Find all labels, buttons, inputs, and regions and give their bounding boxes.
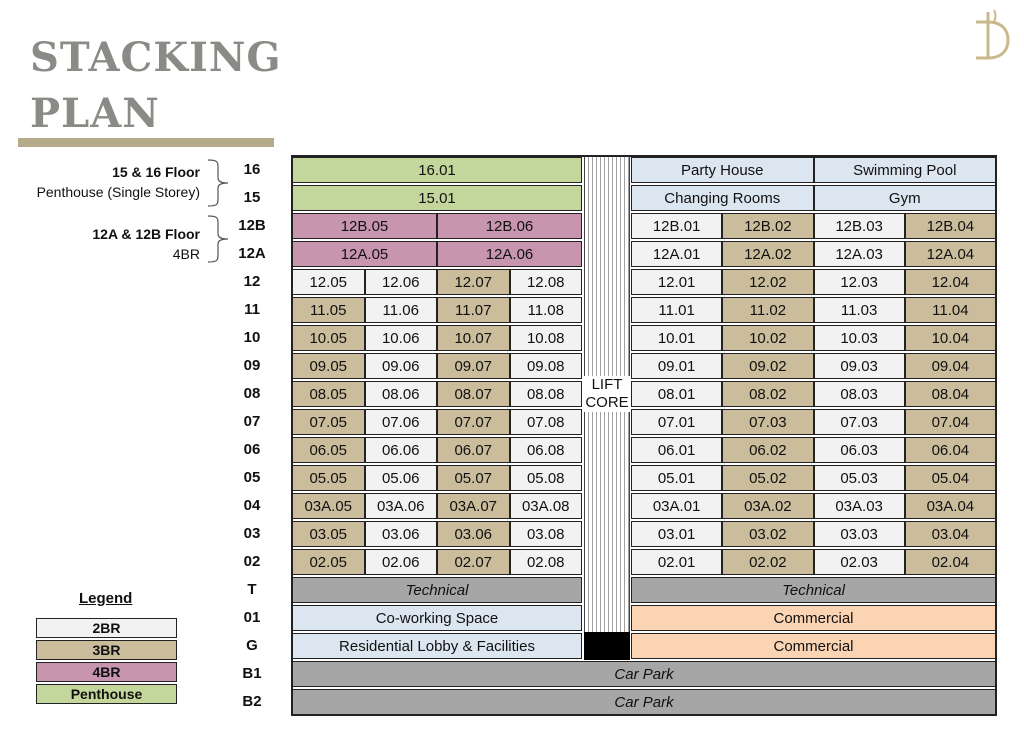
unit-11-02: 11.02 [722,297,813,323]
unit-12-04: 12.04 [905,269,996,295]
unit-12-07: 12.07 [437,269,510,295]
unit-08-08: 08.08 [510,381,583,407]
unit-12-02: 12.02 [722,269,813,295]
unit-03a-01: 03A.01 [631,493,722,519]
unit-12a-01: 12A.01 [631,241,722,267]
floor-label-09: 09 [243,357,261,374]
floor-label-04: 04 [243,497,261,514]
unit-09-07: 09.07 [437,353,510,379]
unit-02-07: 02.07 [437,549,510,575]
unit-12-06: 12.06 [365,269,438,295]
unit-07-04: 07.04 [905,409,996,435]
floor-label-t: T [247,581,257,598]
unit-05-01: 05.01 [631,465,722,491]
group-penthouse-label [10,162,200,202]
legend-item-2br: 2BR [36,618,177,638]
unit-06-08: 06.08 [510,437,583,463]
floor-label-12a: 12A [238,245,266,262]
unit-08-04: 08.04 [905,381,996,407]
unit-technical: Technical [292,577,582,603]
unit-11-06: 11.06 [365,297,438,323]
unit-12-01: 12.01 [631,269,722,295]
unit-03-01: 03.01 [631,521,722,547]
unit-11-05: 11.05 [292,297,365,323]
unit-10-01: 10.01 [631,325,722,351]
unit-03a-08: 03A.08 [510,493,583,519]
unit-03a-04: 03A.04 [905,493,996,519]
unit-07-03: 07.03 [722,409,813,435]
unit-03a-05: 03A.05 [292,493,365,519]
group-4br-brace [206,214,230,264]
floor-label-10: 10 [243,329,261,346]
group-4br-subtitle: 4BR [172,246,200,262]
group-4br-label [10,224,200,264]
floor-label-15: 15 [243,189,261,206]
unit-03-06: 03.06 [437,521,510,547]
floor-label-b2: B2 [242,693,262,710]
unit-12b-05: 12B.05 [292,213,437,239]
unit-car-park: Car Park [292,689,996,715]
group-penthouse-title: 15 & 16 Floor [112,164,200,180]
unit-residential-lobby-and-facilities: Residential Lobby & Facilities [292,633,582,659]
unit-party-house: Party House [631,157,814,183]
unit-06-04: 06.04 [905,437,996,463]
floor-label-03: 03 [243,525,261,542]
lift-core-base [584,632,630,660]
unit-03a-07: 03A.07 [437,493,510,519]
unit-09-06: 09.06 [365,353,438,379]
unit-02-05: 02.05 [292,549,365,575]
unit-05-02: 05.02 [722,465,813,491]
unit-09-01: 09.01 [631,353,722,379]
grid-outer-border [291,155,997,716]
unit-commercial: Commercial [631,605,996,631]
unit-02-01: 02.01 [631,549,722,575]
unit-swimming-pool: Swimming Pool [814,157,997,183]
unit-10-03: 10.03 [814,325,905,351]
unit-10-06: 10.06 [365,325,438,351]
unit-03-03: 03.03 [814,521,905,547]
unit-11-04: 11.04 [905,297,996,323]
unit-03-05: 03.05 [292,521,365,547]
group-penthouse-brace [206,158,230,208]
floor-label-07: 07 [243,413,261,430]
unit-07-08: 07.08 [510,409,583,435]
unit-12a-05: 12A.05 [292,241,437,267]
unit-12a-06: 12A.06 [437,241,582,267]
unit-06-07: 06.07 [437,437,510,463]
unit-11-07: 11.07 [437,297,510,323]
unit-09-05: 09.05 [292,353,365,379]
unit-03-08: 03.08 [510,521,583,547]
legend-title: Legend [79,590,133,607]
unit-10-05: 10.05 [292,325,365,351]
floor-label-b1: B1 [242,665,262,682]
unit-09-04: 09.04 [905,353,996,379]
unit-05-07: 05.07 [437,465,510,491]
floor-label-02: 02 [243,553,261,570]
unit-10-02: 10.02 [722,325,813,351]
unit-12a-03: 12A.03 [814,241,905,267]
unit-03-06: 03.06 [365,521,438,547]
unit-02-03: 02.03 [814,549,905,575]
legend-item-4br: 4BR [36,662,177,682]
brand-logo-icon [972,8,1014,60]
unit-06-06: 06.06 [365,437,438,463]
unit-12a-02: 12A.02 [722,241,813,267]
unit-12b-02: 12B.02 [722,213,813,239]
legend-item-penthouse: Penthouse [36,684,177,704]
unit-07-03: 07.03 [814,409,905,435]
unit-12-05: 12.05 [292,269,365,295]
unit-08-07: 08.07 [437,381,510,407]
unit-07-07: 07.07 [437,409,510,435]
floor-label-g: G [246,637,258,654]
unit-03a-02: 03A.02 [722,493,813,519]
floor-label-01: 01 [243,609,261,626]
floor-label-12: 12 [243,273,261,290]
unit-commercial: Commercial [631,633,996,659]
floor-label-12b: 12B [238,217,266,234]
lift-core-label-line-1: LIFT [591,376,623,393]
unit-12a-04: 12A.04 [905,241,996,267]
unit-10-07: 10.07 [437,325,510,351]
unit-03-02: 03.02 [722,521,813,547]
unit-07-06: 07.06 [365,409,438,435]
unit-technical: Technical [631,577,996,603]
unit-02-04: 02.04 [905,549,996,575]
unit-09-03: 09.03 [814,353,905,379]
unit-08-02: 08.02 [722,381,813,407]
unit-10-04: 10.04 [905,325,996,351]
unit-09-02: 09.02 [722,353,813,379]
unit-11-03: 11.03 [814,297,905,323]
unit-03a-06: 03A.06 [365,493,438,519]
unit-02-06: 02.06 [365,549,438,575]
unit-03a-03: 03A.03 [814,493,905,519]
floor-label-08: 08 [243,385,261,402]
lift-core-label-line-2: CORE [585,394,629,411]
unit-07-05: 07.05 [292,409,365,435]
unit-co-working-space: Co-working Space [292,605,582,631]
unit-11-08: 11.08 [510,297,583,323]
unit-changing-rooms: Changing Rooms [631,185,814,211]
unit-05-04: 05.04 [905,465,996,491]
floor-label-06: 06 [243,441,261,458]
unit-15-01: 15.01 [292,185,582,211]
unit-gym: Gym [814,185,997,211]
unit-02-02: 02.02 [722,549,813,575]
floor-label-16: 16 [243,161,261,178]
unit-12b-01: 12B.01 [631,213,722,239]
unit-16-01: 16.01 [292,157,582,183]
floor-label-05: 05 [243,469,261,486]
unit-06-02: 06.02 [722,437,813,463]
unit-05-03: 05.03 [814,465,905,491]
unit-02-08: 02.08 [510,549,583,575]
unit-09-08: 09.08 [510,353,583,379]
unit-10-08: 10.08 [510,325,583,351]
title-underline [18,138,274,147]
unit-12b-06: 12B.06 [437,213,582,239]
unit-05-06: 05.06 [365,465,438,491]
unit-05-08: 05.08 [510,465,583,491]
unit-12b-03: 12B.03 [814,213,905,239]
unit-06-01: 06.01 [631,437,722,463]
unit-06-05: 06.05 [292,437,365,463]
unit-08-06: 08.06 [365,381,438,407]
unit-08-03: 08.03 [814,381,905,407]
title-line-2: PLAN [30,90,160,137]
floor-label-11: 11 [244,301,260,318]
unit-12-03: 12.03 [814,269,905,295]
unit-06-03: 06.03 [814,437,905,463]
title-line-1: STACKING [30,34,282,81]
unit-11-01: 11.01 [631,297,722,323]
unit-12b-04: 12B.04 [905,213,996,239]
unit-car-park: Car Park [292,661,996,687]
unit-07-01: 07.01 [631,409,722,435]
unit-08-01: 08.01 [631,381,722,407]
unit-08-05: 08.05 [292,381,365,407]
legend-item-3br: 3BR [36,640,177,660]
unit-12-08: 12.08 [510,269,583,295]
unit-03-04: 03.04 [905,521,996,547]
group-penthouse-subtitle: Penthouse (Single Storey) [36,184,200,200]
group-4br-title: 12A & 12B Floor [92,226,200,242]
unit-05-05: 05.05 [292,465,365,491]
lift-core-label [584,376,630,412]
